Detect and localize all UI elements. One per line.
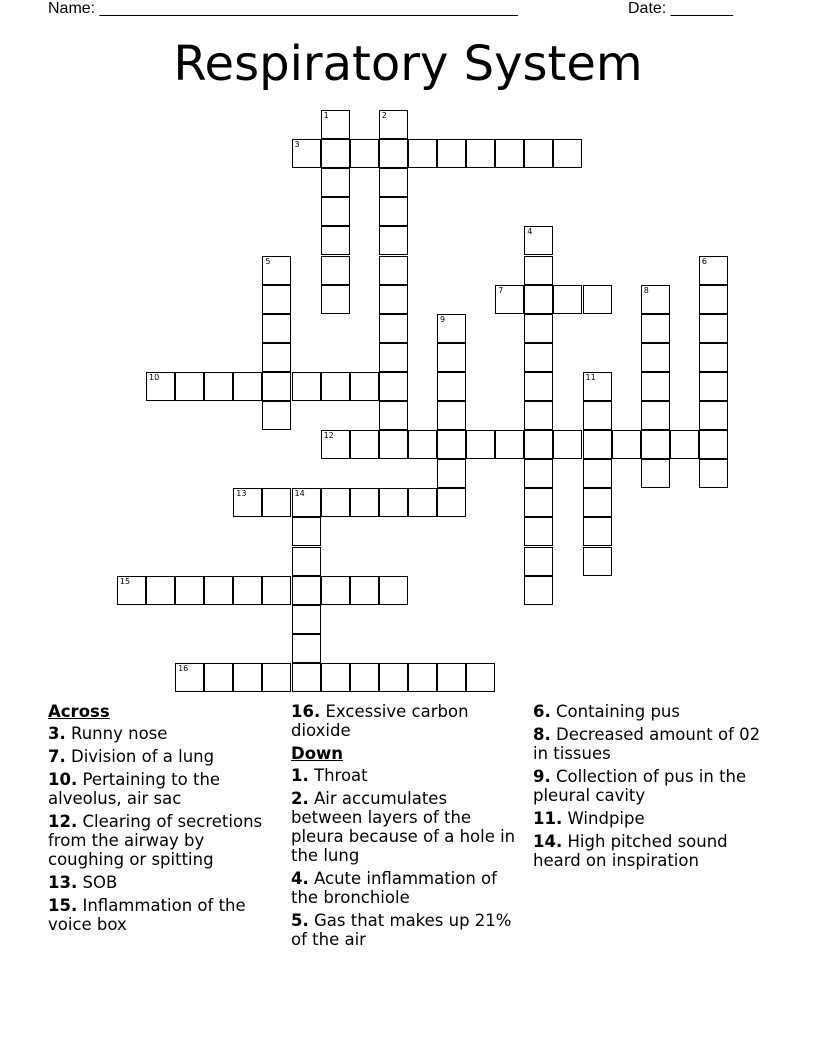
crossword-cell[interactable] — [350, 576, 379, 605]
crossword-cell[interactable] — [524, 576, 553, 605]
clue-down-8: 8. Decreased amount of 02 in tissues — [533, 725, 761, 763]
clue-number: 4 — [527, 227, 533, 237]
clue-number: 10 — [149, 372, 160, 382]
crossword-cell[interactable] — [466, 430, 495, 459]
crossword-cell[interactable] — [583, 547, 612, 576]
crossword-cell[interactable] — [524, 517, 553, 546]
name-line: Name: _______________________________________________ — [48, 0, 518, 17]
crossword-cell[interactable] — [262, 343, 291, 372]
clue-across-13: 13. SOB — [48, 873, 118, 892]
crossword-cell[interactable] — [670, 430, 699, 459]
crossword-cell[interactable] — [641, 314, 670, 343]
crossword-cell[interactable] — [379, 488, 408, 517]
crossword-cell[interactable] — [292, 634, 321, 663]
crossword-cell[interactable] — [175, 576, 204, 605]
crossword-cell[interactable] — [321, 488, 350, 517]
clue-down-14: 14. High pitched sound heard on inspiration — [533, 832, 728, 870]
crossword-cell[interactable] — [553, 139, 582, 168]
crossword-cell[interactable] — [641, 372, 670, 401]
clue-number: 2 — [381, 111, 387, 120]
clue-number: 1 — [323, 111, 329, 120]
crossword-cell[interactable] — [612, 430, 641, 459]
crossword-cell[interactable] — [524, 343, 553, 372]
clue-number: 13 — [236, 489, 247, 499]
crossword-cell[interactable] — [262, 488, 291, 517]
clues-column-1 — [48, 702, 278, 938]
crossword-cell[interactable] — [262, 663, 291, 692]
crossword-cell[interactable] — [321, 197, 350, 226]
crossword-cell[interactable] — [292, 576, 321, 605]
crossword-cell[interactable] — [524, 430, 553, 459]
crossword-cell[interactable] — [379, 168, 408, 197]
crossword-cell[interactable] — [699, 314, 728, 343]
crossword-cell[interactable] — [437, 343, 466, 372]
clue-number: 7 — [498, 285, 504, 295]
crossword-cell[interactable] — [204, 663, 233, 692]
crossword-cell[interactable] — [524, 459, 553, 488]
crossword-cell[interactable] — [146, 576, 175, 605]
crossword-cell[interactable] — [408, 488, 437, 517]
crossword-cell[interactable] — [292, 488, 321, 517]
crossword-cell[interactable] — [641, 459, 670, 488]
crossword-cell[interactable] — [262, 256, 291, 285]
crossword-cell[interactable] — [524, 401, 553, 430]
crossword-cell[interactable] — [641, 285, 670, 314]
crossword-cell[interactable] — [379, 576, 408, 605]
crossword-cell[interactable] — [321, 226, 350, 255]
crossword-cell[interactable] — [699, 430, 728, 459]
crossword-cell[interactable] — [408, 430, 437, 459]
crossword-cell[interactable] — [292, 547, 321, 576]
crossword-cell[interactable] — [350, 430, 379, 459]
clue-number: 9 — [440, 314, 446, 324]
clue-down-9: 9. Collection of pus in the pleural cavity — [533, 767, 747, 805]
crossword-cell[interactable] — [379, 197, 408, 226]
clue-number: 3 — [294, 140, 300, 150]
crossword-cell[interactable] — [583, 430, 612, 459]
crossword-cell[interactable] — [117, 576, 146, 605]
crossword-cell[interactable] — [233, 488, 262, 517]
clue-down-4: 4. Acute inflammation of the bronchiole — [291, 869, 497, 907]
crossword-cell[interactable] — [146, 372, 175, 401]
across-heading: Across — [48, 702, 110, 721]
crossword-cell[interactable] — [553, 285, 582, 314]
crossword-cell[interactable] — [641, 430, 670, 459]
crossword-cell[interactable] — [262, 285, 291, 314]
crossword-cell[interactable] — [524, 256, 553, 285]
crossword-cell[interactable] — [350, 488, 379, 517]
crossword-cell[interactable] — [699, 372, 728, 401]
crossword-cell[interactable] — [262, 372, 291, 401]
crossword-cell[interactable] — [321, 576, 350, 605]
crossword-cell[interactable] — [292, 372, 321, 401]
crossword-cell[interactable] — [379, 226, 408, 255]
crossword-cell[interactable] — [321, 256, 350, 285]
crossword-cell[interactable] — [379, 663, 408, 692]
page-title: Respiratory System — [173, 36, 643, 92]
crossword-cell[interactable] — [292, 139, 321, 168]
clue-number: 11 — [585, 372, 596, 382]
crossword-cell[interactable] — [524, 372, 553, 401]
crossword-cell[interactable] — [262, 314, 291, 343]
date-line: Date: _______ — [628, 0, 733, 17]
clue-number: 16 — [178, 663, 189, 673]
crossword-cell[interactable] — [379, 139, 408, 168]
crossword-cell[interactable] — [437, 139, 466, 168]
crossword-cell[interactable] — [583, 517, 612, 546]
clue-down-5: 5. Gas that makes up 21% of the air — [291, 911, 512, 949]
clue-number: 12 — [323, 431, 334, 441]
crossword-cell[interactable] — [437, 459, 466, 488]
clue-number: 8 — [643, 285, 649, 295]
crossword-cell[interactable] — [524, 226, 553, 255]
crossword-cell[interactable] — [379, 372, 408, 401]
clue-across-16: 16. Excessive carbon dioxide — [291, 702, 469, 740]
clue-across-12: 12. Clearing of secretions from the airway by coughing or spitting — [48, 812, 263, 869]
crossword-cell[interactable] — [321, 285, 350, 314]
crossword-cell[interactable] — [699, 256, 728, 285]
crossword-cell[interactable] — [699, 459, 728, 488]
crossword-cell[interactable] — [524, 547, 553, 576]
crossword-cell[interactable] — [321, 168, 350, 197]
clue-number: 6 — [701, 256, 707, 266]
crossword-cell[interactable] — [466, 663, 495, 692]
crossword-cell[interactable] — [321, 110, 350, 139]
crossword-cell[interactable] — [321, 372, 350, 401]
crossword-cell[interactable] — [321, 663, 350, 692]
crossword-cell[interactable] — [437, 488, 466, 517]
crossword-cell[interactable] — [350, 663, 379, 692]
crossword-cell[interactable] — [524, 314, 553, 343]
crossword-cell[interactable] — [437, 401, 466, 430]
crossword-cell[interactable] — [466, 139, 495, 168]
crossword-cell[interactable] — [233, 576, 262, 605]
crossword-cell[interactable] — [437, 372, 466, 401]
clue-down-6: 6. Containing pus — [533, 702, 680, 721]
crossword-cell[interactable] — [379, 343, 408, 372]
clue-across-7: 7. Division of a lung — [48, 747, 215, 766]
crossword-cell[interactable] — [350, 139, 379, 168]
crossword-cell[interactable] — [379, 256, 408, 285]
crossword-cell[interactable] — [321, 139, 350, 168]
clue-number: 15 — [119, 576, 131, 586]
crossword-cell[interactable] — [437, 663, 466, 692]
crossword-cell[interactable] — [699, 285, 728, 314]
crossword-cell[interactable] — [262, 401, 291, 430]
crossword-cell[interactable] — [379, 110, 408, 139]
clue-down-11: 11. Windpipe — [533, 809, 645, 828]
crossword-cell[interactable] — [495, 285, 524, 314]
crossword-cell[interactable] — [437, 314, 466, 343]
clue-across-15: 15. Inflammation of the voice box — [48, 896, 246, 934]
crossword-cell[interactable] — [379, 430, 408, 459]
crossword-cell[interactable] — [408, 663, 437, 692]
crossword-cell[interactable] — [379, 285, 408, 314]
clue-number: 5 — [265, 256, 271, 266]
clue-number: 14 — [294, 489, 305, 499]
crossword-cell[interactable] — [437, 430, 466, 459]
down-heading: Down — [291, 744, 344, 763]
crossword-cell[interactable] — [204, 576, 233, 605]
crossword-cell[interactable] — [524, 488, 553, 517]
crossword-cell[interactable] — [233, 663, 262, 692]
crossword-cell[interactable] — [292, 605, 321, 634]
crossword-cell[interactable] — [495, 139, 524, 168]
crossword-cell[interactable] — [379, 314, 408, 343]
crossword-cell[interactable] — [321, 430, 350, 459]
crossword-cell[interactable] — [204, 372, 233, 401]
clue-across-3: 3. Runny nose — [48, 724, 168, 743]
crossword-cell[interactable] — [583, 459, 612, 488]
crossword-cell[interactable] — [524, 285, 553, 314]
crossword-cell[interactable] — [292, 517, 321, 546]
crossword-cell[interactable] — [641, 343, 670, 372]
crossword-cell[interactable] — [292, 663, 321, 692]
clues-column-3 — [533, 702, 773, 874]
crossword-cell[interactable] — [699, 401, 728, 430]
crossword-cell[interactable] — [699, 343, 728, 372]
clue-down-2: 2. Air accumulates between layers of the pleura because of a hole in the lung — [291, 789, 516, 865]
crossword-cell[interactable] — [262, 576, 291, 605]
crossword-cell[interactable] — [495, 430, 524, 459]
crossword-cell[interactable] — [408, 139, 437, 168]
crossword-cell[interactable] — [583, 372, 612, 401]
crossword-cell[interactable] — [233, 372, 262, 401]
crossword-cell[interactable] — [641, 401, 670, 430]
crossword-cell[interactable] — [553, 430, 582, 459]
crossword-cell[interactable] — [175, 663, 204, 692]
crossword-cell[interactable] — [379, 401, 408, 430]
crossword-cell[interactable] — [583, 285, 612, 314]
crossword-cell[interactable] — [583, 488, 612, 517]
crossword-cell[interactable] — [583, 401, 612, 430]
clue-across-10: 10. Pertaining to the alveolus, air sac — [48, 770, 221, 808]
clue-down-1: 1. Throat — [291, 766, 368, 785]
clues-column-2 — [291, 702, 521, 953]
crossword-cell[interactable] — [350, 372, 379, 401]
crossword-cell[interactable] — [524, 139, 553, 168]
crossword-cell[interactable] — [175, 372, 204, 401]
